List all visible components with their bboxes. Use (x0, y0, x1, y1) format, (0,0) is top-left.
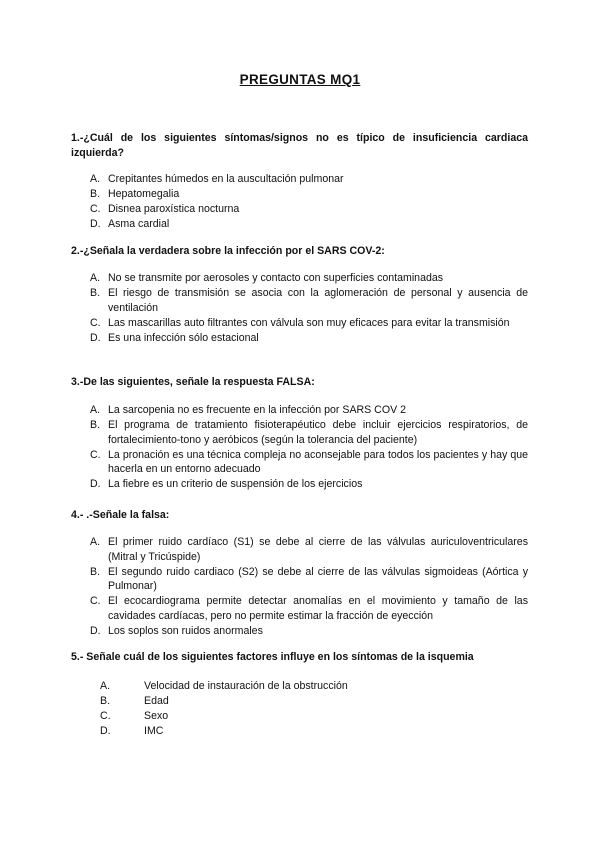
option-letter: B. (90, 565, 101, 578)
option-text: El programa de tratamiento fisioterapéutico debe incluir ejercicios respiratorios, de fortalecimiento-tono y aeróbicos (según la tolerancia del paciente) (108, 419, 528, 446)
option-2c (71, 316, 528, 331)
option-letter: A. (90, 404, 101, 416)
option-letter: C. (100, 710, 111, 722)
option-4c (71, 594, 528, 623)
option-3c (71, 448, 528, 477)
option-text: Los soplos son ruidos anormales (108, 624, 263, 637)
option-letter: A. (90, 173, 101, 185)
option-text: IMC (144, 725, 164, 737)
option-letter: C. (90, 595, 101, 607)
option-1b (71, 187, 528, 202)
option-text: Crepitantes húmedos en la auscultación pulmonar (108, 173, 344, 185)
option-letter: A. (90, 536, 101, 548)
question-2-title: 2.-¿Señala la verdadera sobre la infección por el SARS COV-2: (71, 245, 385, 257)
option-letter: B. (90, 419, 101, 431)
option-letter: D. (90, 624, 101, 637)
option-3a (71, 403, 528, 418)
question-1-title: 1.-¿Cuál de los siguientes síntomas/signos no es típico de insuficiencia cardiaca izquierda? (71, 132, 528, 159)
page-title: PREGUNTAS MQ1 (239, 72, 361, 87)
option-letter: D. (100, 725, 111, 737)
option-text: El segundo ruido cardiaco (S2) se debe al cierre de las válvulas sigmoideas (Aórtica y Pulmonar) (108, 565, 528, 592)
option-text: Sexo (144, 710, 169, 722)
option-letter: D. (90, 331, 101, 344)
option-text: Hepatomegalia (108, 188, 180, 200)
option-text: Las mascarillas auto filtrantes con válvula son muy eficaces para evitar la transmisión (108, 316, 510, 329)
option-5b (71, 694, 528, 709)
option-2a (71, 271, 528, 286)
option-4a (71, 535, 528, 564)
option-text: El primer ruido cardíaco (S1) se debe al cierre de las válvulas auriculoventriculares (Mitral y Tricúspide) (108, 536, 528, 563)
option-5a (71, 679, 528, 694)
option-letter: D. (90, 478, 101, 490)
option-text: Es una infección sólo estacional (108, 331, 259, 344)
option-2d (71, 331, 528, 346)
question-2-options (71, 271, 528, 345)
option-5d (71, 724, 528, 739)
question-4 (71, 508, 528, 639)
option-1a (71, 172, 528, 187)
option-5c (71, 709, 528, 724)
option-text: Velocidad de instauración de la obstrucción (144, 680, 348, 692)
option-1d (71, 217, 528, 232)
question-1-options (71, 172, 528, 232)
option-text: La sarcopenia no es frecuente en la infección por SARS COV 2 (108, 404, 406, 416)
option-text: El ecocardiograma permite detectar anomalías en el movimiento y tamaño de las cavidades cardíacas, pero no permite estimar la fracción de eyección (108, 595, 528, 622)
question-5-options (71, 679, 528, 739)
option-letter: B. (90, 287, 101, 299)
option-letter: C. (90, 203, 101, 215)
option-text: No se transmite por aerosoles y contacto con superficies contaminadas (108, 272, 444, 284)
option-text: El riesgo de transmisión se asocia con la aglomeración de personal y ausencia de ventilación (108, 287, 528, 314)
option-4d (71, 624, 528, 639)
option-letter: B. (100, 695, 111, 707)
option-letter: D. (90, 218, 101, 230)
option-text: Edad (144, 695, 169, 707)
question-5 (71, 650, 528, 739)
option-3b (71, 418, 528, 447)
option-text: La pronación es una técnica compleja no aconsejable para todos los pacientes y hay que hacerla en un entorno adecuado (108, 448, 528, 475)
question-5-title: 5.- Señale cuál de los siguientes factores influye en los síntomas de la isquemia (71, 651, 474, 663)
option-3d (71, 477, 528, 492)
question-4-options (71, 535, 528, 638)
option-1c (71, 202, 528, 217)
option-letter: A. (100, 680, 111, 692)
question-1 (71, 131, 528, 232)
option-letter: A. (90, 272, 101, 284)
option-2b (71, 286, 528, 315)
option-text: Asma cardial (108, 218, 170, 230)
option-text: Disnea paroxística nocturna (108, 203, 240, 215)
option-letter: B. (90, 188, 101, 200)
option-text: La fiebre es un criterio de suspensión de los ejercicios (108, 478, 363, 490)
option-4b (71, 565, 528, 594)
question-3-title: 3.-De las siguientes, señale la respuesta FALSA: (71, 376, 315, 388)
option-letter: C. (90, 316, 101, 329)
question-4-title: 4.- .-Señale la falsa: (71, 509, 170, 521)
question-2 (71, 244, 528, 346)
option-letter: C. (90, 448, 101, 461)
question-3 (71, 375, 528, 492)
question-3-options (71, 403, 528, 492)
